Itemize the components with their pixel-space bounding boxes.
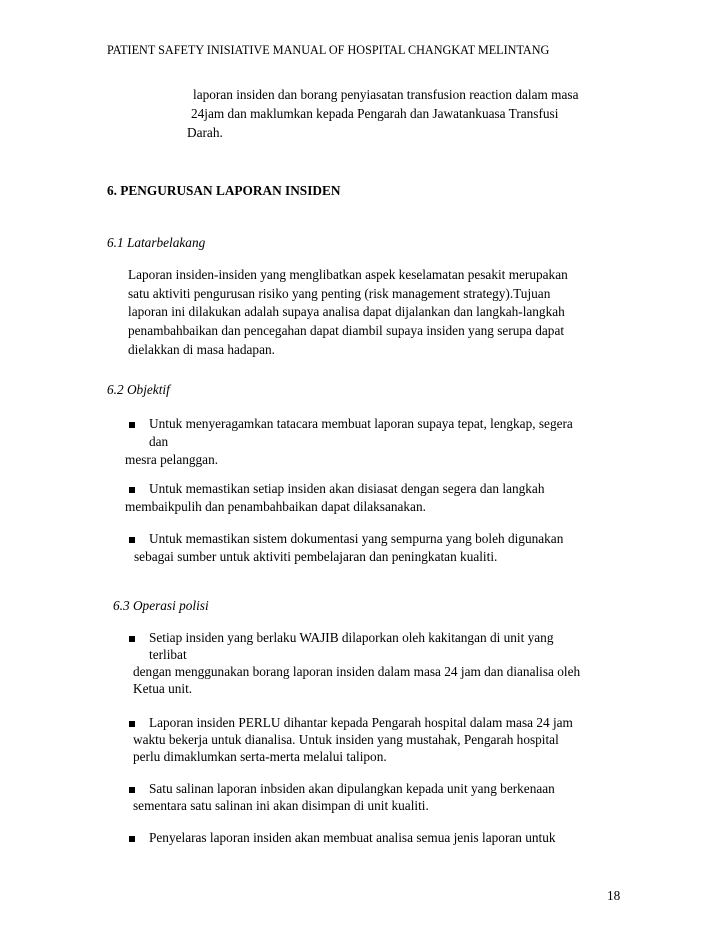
bullet-icon bbox=[129, 721, 135, 727]
bullet-line: Satu salinan laporan inbsiden akan dipulangkan kepada unit yang berkenaan bbox=[149, 781, 555, 796]
bullet-line: Setiap insiden yang berlaku WAJIB dilaporkan oleh kakitangan di unit yang bbox=[149, 630, 554, 645]
bullet-line: mesra pelanggan. bbox=[125, 452, 219, 467]
bullet-line: sebagai sumber untuk aktiviti pembelajaran dan peningkatan kualiti. bbox=[134, 549, 498, 564]
bullet-line: dan bbox=[149, 434, 169, 449]
intro-line: 24jam dan maklumkan kepada Pengarah dan Jawatankuasa Transfusi bbox=[191, 106, 559, 121]
paragraph-line: laporan ini dilakukan adalah supaya analisa dapat dijalankan dan langkah-langkah bbox=[128, 304, 565, 319]
bullet-line: membaikpulih dan penambahbaikan dapat dilaksanakan. bbox=[125, 499, 426, 514]
paragraph-line: dielakkan di masa hadapan. bbox=[128, 342, 275, 357]
page-header: PATIENT SAFETY INISIATIVE MANUAL OF HOSPITAL CHANGKAT MELINTANG bbox=[107, 43, 550, 57]
bullet-line: Untuk memastikan setiap insiden akan disiasat dengan segera dan langkah bbox=[149, 481, 545, 496]
bullet-line: Untuk menyeragamkan tatacara membuat laporan supaya tepat, lengkap, segera bbox=[149, 416, 573, 431]
bullet-line: sementara satu salinan ini akan disimpan di unit kualiti. bbox=[133, 798, 429, 813]
bullet-line: terlibat bbox=[149, 647, 187, 662]
intro-line: Darah. bbox=[187, 125, 223, 140]
paragraph-line: Laporan insiden-insiden yang menglibatkan aspek keselamatan pesakit merupakan bbox=[128, 267, 568, 282]
intro-line: laporan insiden dan borang penyiasatan transfusion reaction dalam masa bbox=[193, 87, 579, 102]
paragraph-line: satu aktiviti pengurusan risiko yang penting (risk management strategy).Tujuan bbox=[128, 286, 551, 301]
bullet-icon bbox=[129, 422, 135, 428]
subsection-heading: 6.2 Objektif bbox=[107, 382, 170, 397]
bullet-line: dengan menggunakan borang laporan insiden dalam masa 24 jam dan dianalisa oleh bbox=[133, 664, 581, 679]
paragraph-line: penambahbaikan dan pencegahan dapat diambil supaya insiden yang serupa dapat bbox=[128, 323, 565, 338]
bullet-icon bbox=[129, 636, 135, 642]
bullet-line: waktu bekerja untuk dianalisa. Untuk insiden yang mustahak, Pengarah hospital bbox=[133, 732, 559, 747]
bullet-icon bbox=[129, 487, 135, 493]
page-number: 18 bbox=[607, 888, 621, 903]
bullet-line: Ketua unit. bbox=[133, 681, 193, 696]
bullet-line: Penyelaras laporan insiden akan membuat analisa semua jenis laporan untuk bbox=[149, 830, 556, 845]
section-heading: 6. PENGURUSAN LAPORAN INSIDEN bbox=[107, 183, 341, 198]
subsection-heading: 6.3 Operasi polisi bbox=[113, 598, 209, 613]
bullet-icon bbox=[129, 787, 135, 793]
subsection-heading: 6.1 Latarbelakang bbox=[107, 235, 206, 250]
bullet-icon bbox=[129, 836, 135, 842]
bullet-line: perlu dimaklumkan serta-merta melalui talipon. bbox=[133, 749, 387, 764]
bullet-line: Untuk memastikan sistem dokumentasi yang sempurna yang boleh digunakan bbox=[149, 531, 564, 546]
bullet-line: Laporan insiden PERLU dihantar kepada Pengarah hospital dalam masa 24 jam bbox=[149, 715, 573, 730]
bullet-icon bbox=[129, 537, 135, 543]
